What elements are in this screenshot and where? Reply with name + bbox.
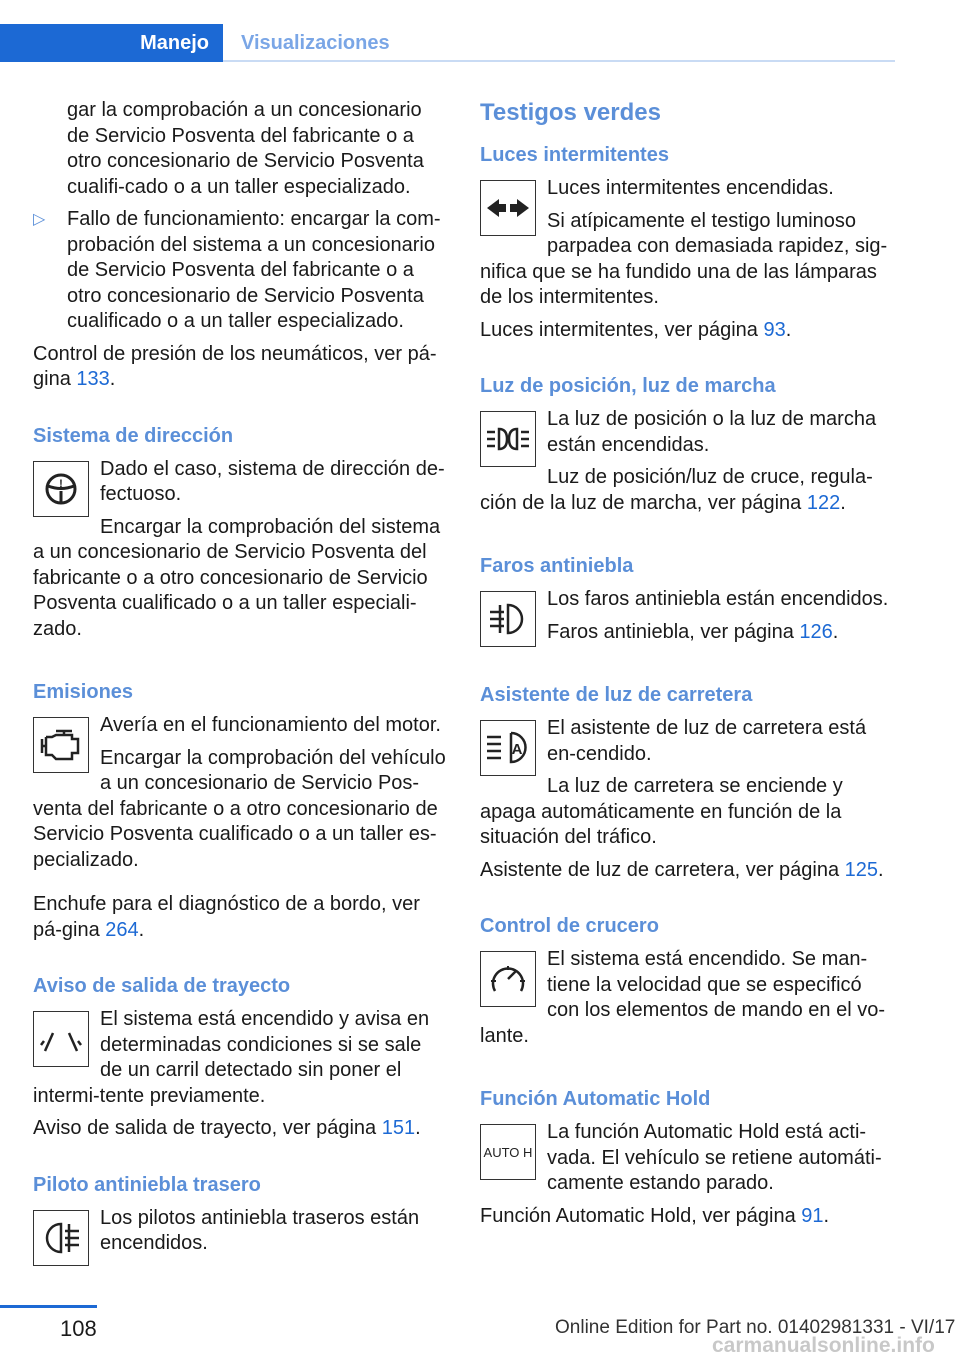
- turn-p1: Luces intermitentes encendidas.: [547, 177, 834, 199]
- position-ref-text: Luz de posición/luz de cruce, regula-ción de la luz de marcha, ver página: [480, 466, 873, 514]
- hba-page-link[interactable]: 125: [844, 858, 879, 881]
- rear-fog-light-icon: [33, 1210, 89, 1266]
- rear-fog-heading: Piloto antiniebla trasero: [33, 1173, 261, 1196]
- engine-check-icon: [33, 717, 89, 773]
- cruise-control-heading: Control de crucero: [480, 915, 659, 937]
- fog-ref-text: Faros antiniebla, ver página: [547, 620, 800, 643]
- right-column: [480, 98, 895, 1236]
- bullet-triangle-icon: ▷: [33, 211, 46, 228]
- position-page-link[interactable]: 122: [806, 491, 841, 514]
- emissions-p1: Avería en el funcionamiento del motor.: [100, 714, 441, 736]
- svg-text:!: !: [59, 477, 63, 490]
- cruise-control-item: [480, 947, 895, 1056]
- obd-ref: Enchufe para el diagnóstico de a bordo, ver pá-gina 264.: [33, 893, 420, 941]
- lane-heading: Aviso de salida de trayecto: [33, 975, 291, 997]
- tab-visualizaciones[interactable]: Visualizaciones: [241, 32, 390, 54]
- hba-p1: El asistente de luz de carretera está en-cendido.: [547, 717, 867, 765]
- steering-p1: Dado el caso, sistema de dirección de-fectuoso.: [100, 457, 445, 505]
- auto-hold-icon-label: AUTO H: [483, 1144, 533, 1160]
- obd-page-link[interactable]: 264: [105, 918, 139, 941]
- svg-text:A: A: [511, 741, 523, 758]
- lane-item: [33, 1007, 449, 1116]
- lane-p1: El sistema está encendido y avisa en determinadas condiciones si se sale de un carril detectado sin poner el intermi-tente previamente.: [33, 1008, 430, 1107]
- turn-signal-arrows-icon: [480, 180, 536, 236]
- cruise-p1: El sistema está encendido. Se man-tiene la velocidad que se especificó con los elementos de mando en el vo-lante.: [480, 948, 885, 1047]
- steering-heading: Sistema de dirección: [33, 424, 234, 447]
- hba-ref-text: Asistente de luz de carretera, ver página: [480, 858, 845, 881]
- footer-divider: [0, 1305, 97, 1308]
- lane-ref: Aviso de salida de trayecto, ver página 151.: [33, 1117, 421, 1139]
- high-beam-assist-heading: Asistente de luz de carretera: [480, 684, 753, 706]
- page-header: [0, 24, 895, 62]
- hba-ref: Asistente de luz de carretera, ver página 125.: [480, 858, 884, 881]
- tab-manejo[interactable]: Manejo: [0, 24, 223, 62]
- turn-signals-heading: Luces intermitentes: [480, 144, 669, 166]
- turn-p2: Si atípicamente el testigo luminoso parpadea con demasiada rapidez, sig-nifica que se ha fundido una de las lámparas de los intermitentes.: [480, 209, 888, 308]
- hold-ref-text: Función Automatic Hold, ver página: [480, 1204, 802, 1227]
- online-edition-note: Online Edition for Part no. 01402981331 - VI/17: [555, 1317, 956, 1338]
- bullet-text: Fallo de funcionamiento: encargar la com-probación del sistema a un concesionario de Servicio Posventa del fabricante o a otro concesionario de Servicio Posventa cualificado o a un taller especializado.: [67, 208, 441, 332]
- green-indicators-heading: Testigos verdes: [480, 99, 661, 126]
- turn-page-link[interactable]: 93: [763, 318, 786, 341]
- hold-ref: Función Automatic Hold, ver página 91.: [480, 1204, 830, 1227]
- steering-wheel-warning-icon: [33, 461, 89, 517]
- obd-ref-text: Enchufe para el diagnóstico de a bordo, ver pá-gina: [33, 893, 420, 941]
- hba-p2: La luz de carretera se enciende y apaga automáticamente en función de la situación del tráfico.: [480, 775, 843, 848]
- tire-ref-text: Control de presión de los neumáticos, ver pá-gina: [33, 342, 437, 390]
- lane-page-link[interactable]: 151: [381, 1117, 416, 1139]
- tire-page-link[interactable]: 133: [76, 368, 110, 390]
- header-divider: [223, 60, 895, 62]
- turn-signals-item: [480, 176, 895, 318]
- cruise-control-icon: [480, 951, 536, 1007]
- lane-departure-icon: [33, 1011, 89, 1067]
- auto-hold-heading: Función Automatic Hold: [480, 1088, 711, 1110]
- page-number: 108: [60, 1316, 97, 1341]
- position-p1: La luz de posición o la luz de marcha están encendidas.: [547, 408, 877, 456]
- emissions-p2: Encargar la comprobación del vehículo a un concesionario de Servicio Pos-venta del fabricante o a otro concesionario de Servicio Posventa cualificado o a un taller es-pecializado.: [33, 746, 446, 871]
- front-fog-item: [480, 587, 895, 652]
- turn-ref: Luces intermitentes, ver página 93.: [480, 318, 792, 341]
- position-light-item: [480, 407, 895, 523]
- fog-p1: Los faros antiniebla están encendidos.: [547, 588, 889, 610]
- rear-fog-p1: Los pilotos antiniebla traseros están encendidos.: [100, 1206, 420, 1254]
- emissions-item: [33, 713, 449, 880]
- watermark: carmanualsonline.info: [712, 1334, 935, 1357]
- position-light-heading: Luz de posición, luz de marcha: [480, 375, 776, 397]
- hold-p1: La función Automatic Hold está acti-vada. El vehículo se retiene automáti-camente estando parado.: [547, 1121, 882, 1194]
- front-fog-heading: Faros antiniebla: [480, 555, 634, 577]
- front-fog-light-icon: [480, 591, 536, 647]
- hold-page-link[interactable]: 91: [801, 1204, 824, 1227]
- high-beam-assist-item: [480, 716, 895, 858]
- fog-ref: Faros antiniebla, ver página 126.: [547, 620, 839, 643]
- high-beam-assist-icon: [480, 720, 536, 776]
- bullet-item: [33, 207, 449, 335]
- steering-item: [33, 457, 449, 650]
- auto-hold-item: [480, 1120, 895, 1204]
- continued-paragraph: gar la comprobación a un concesionario de Servicio Posventa del fabricante o a otro concesionario de Servicio Posventa cualifi-cado o a un taller especializado.: [67, 99, 424, 198]
- rear-fog-item: [33, 1206, 449, 1270]
- fog-page-link[interactable]: 126: [799, 620, 833, 643]
- position-p2: Luz de posición/luz de cruce, regula-ción de la luz de marcha, ver página 122.: [480, 466, 873, 514]
- tire-pressure-ref: Control de presión de los neumáticos, ver pá-gina 133.: [33, 342, 437, 390]
- steering-p2: Encargar la comprobación del sistema a un concesionario de Servicio Posventa del fabricante o a otro concesionario de Servicio Posventa cualificado o a un taller especiali-zado.: [33, 515, 441, 640]
- left-column: [33, 98, 449, 1270]
- emissions-heading: Emisiones: [33, 681, 134, 703]
- turn-ref-text: Luces intermitentes, ver página: [480, 318, 764, 341]
- position-light-icon: [480, 411, 536, 467]
- auto-hold-icon: [480, 1124, 536, 1180]
- lane-ref-text: Aviso de salida de trayecto, ver página: [33, 1117, 382, 1139]
